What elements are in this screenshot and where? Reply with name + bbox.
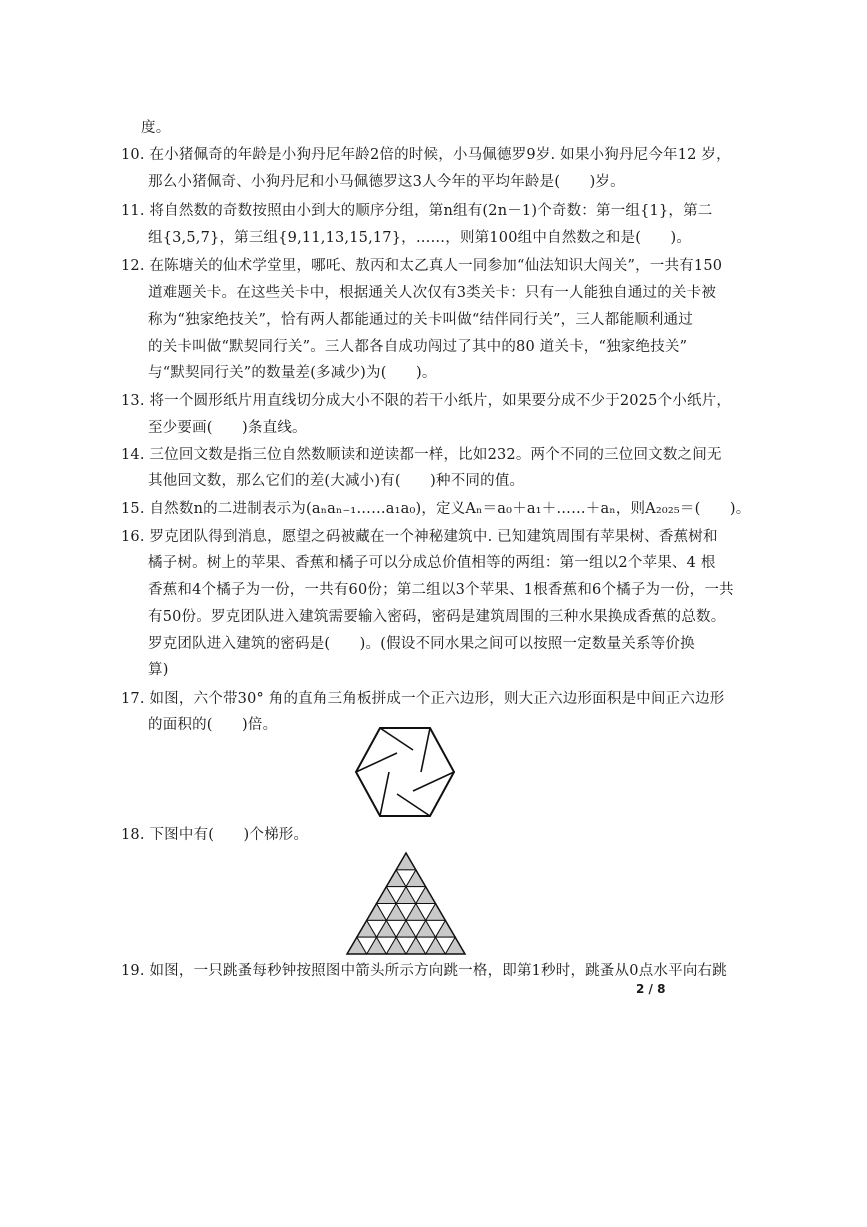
text-line: 12. 在陈塘关的仙术学堂里，哪吒、敖丙和太乙真人一同参加“仙法知识大闯关”，一共有150 xyxy=(121,258,723,274)
text-line: 19. 如图，一只跳蚤每秒钟按照图中箭头所示方向跳一格，即第1秒时，跳蚤从0点水平向右跳 xyxy=(121,963,727,979)
text-line: 香蕉和4个橘子为一份，一共有60份；第二组以3个苹果、1根香蕉和6个橘子为一份，一共 xyxy=(148,582,734,598)
text-line: 13. 将一个圆形纸片用直线切分成大小不限的若干小纸片，如果要分成不少于2025个小纸片， xyxy=(121,393,732,409)
text-line: 17. 如图，六个带30° 角的直角三角板拼成一个正六边形，则大正六边形面积是中间正六边形 xyxy=(121,691,725,707)
hexagon-figure xyxy=(355,727,455,817)
text-line: 称为“独家绝技关”，恰有两人都能通过的关卡叫做“结伴同行关”，三人都能顺利通过 xyxy=(148,312,693,328)
text-line: 度。 xyxy=(141,120,171,136)
text-line: 算) xyxy=(148,662,169,678)
text-line: 与“默契同行关”的数量差(多减少)为( )。 xyxy=(148,365,437,381)
shaded-triangle xyxy=(396,853,416,870)
text-line: 的关卡叫做“默契同行关”。三人都各自成功闯过了其中的80 道关卡，“独家绝技关” xyxy=(148,339,688,355)
text-line: 道难题关卡。在这些关卡中，根据通关人次仅有3类关卡：只有一人能独自通过的关卡被 xyxy=(148,285,717,301)
text-line: 其他回文数，那么它们的差(大减小)有( )种不同的值。 xyxy=(148,473,525,489)
text-line: 罗克团队进入建筑的密码是( )。(假设不同水果之间可以按照一定数量关系等价换 xyxy=(148,636,695,652)
text-line: 的面积的( )倍。 xyxy=(148,717,278,733)
text-line: 10. 在小猪佩奇的年龄是小狗丹尼年龄2倍的时候，小马佩德罗9岁. 如果小狗丹尼今年12 岁， xyxy=(121,147,731,163)
text-line: 11. 将自然数的奇数按照由小到大的顺序分组，第n组有(2n－1)个奇数：第一组{1}，第二 xyxy=(121,203,713,219)
text-line: 14. 三位回文数是指三位自然数顺读和逆读都一样，比如232。两个不同的三位回文数之间无 xyxy=(121,447,722,463)
text-line: 有50份。罗克团队进入建筑需要输入密码，密码是建筑周围的三种水果换成香蕉的总数。 xyxy=(148,609,726,625)
text-line: 15. 自然数n的二进制表示为(aₙaₙ₋₁……a₁a₀)，定义Aₙ＝a₀＋a₁＋……＋aₙ，则A₂₀₂₅＝( )。 xyxy=(121,501,751,517)
page-number: 2 / 8 xyxy=(636,982,666,996)
text-line: 那么小猪佩奇、小狗丹尼和小马佩德罗这3人今年的平均年龄是( )岁。 xyxy=(148,174,625,190)
text-line: 橘子树。树上的苹果、香蕉和橘子可以分成总价值相等的两组：第一组以2个苹果、4 根 xyxy=(148,555,716,571)
text-line: 组{3,5,7}，第三组{9,11,13,15,17}，……，则第100组中自然数之和是( )。 xyxy=(148,230,692,246)
text-line: 16. 罗克团队得到消息，愿望之码被藏在一个神秘建筑中. 已知建筑周围有苹果树、香蕉树和 xyxy=(121,529,718,545)
text-line: 至少要画( )条直线。 xyxy=(148,420,307,436)
triangle-grid-figure xyxy=(347,853,465,955)
text-line: 18. 下图中有( )个梯形。 xyxy=(121,827,309,843)
